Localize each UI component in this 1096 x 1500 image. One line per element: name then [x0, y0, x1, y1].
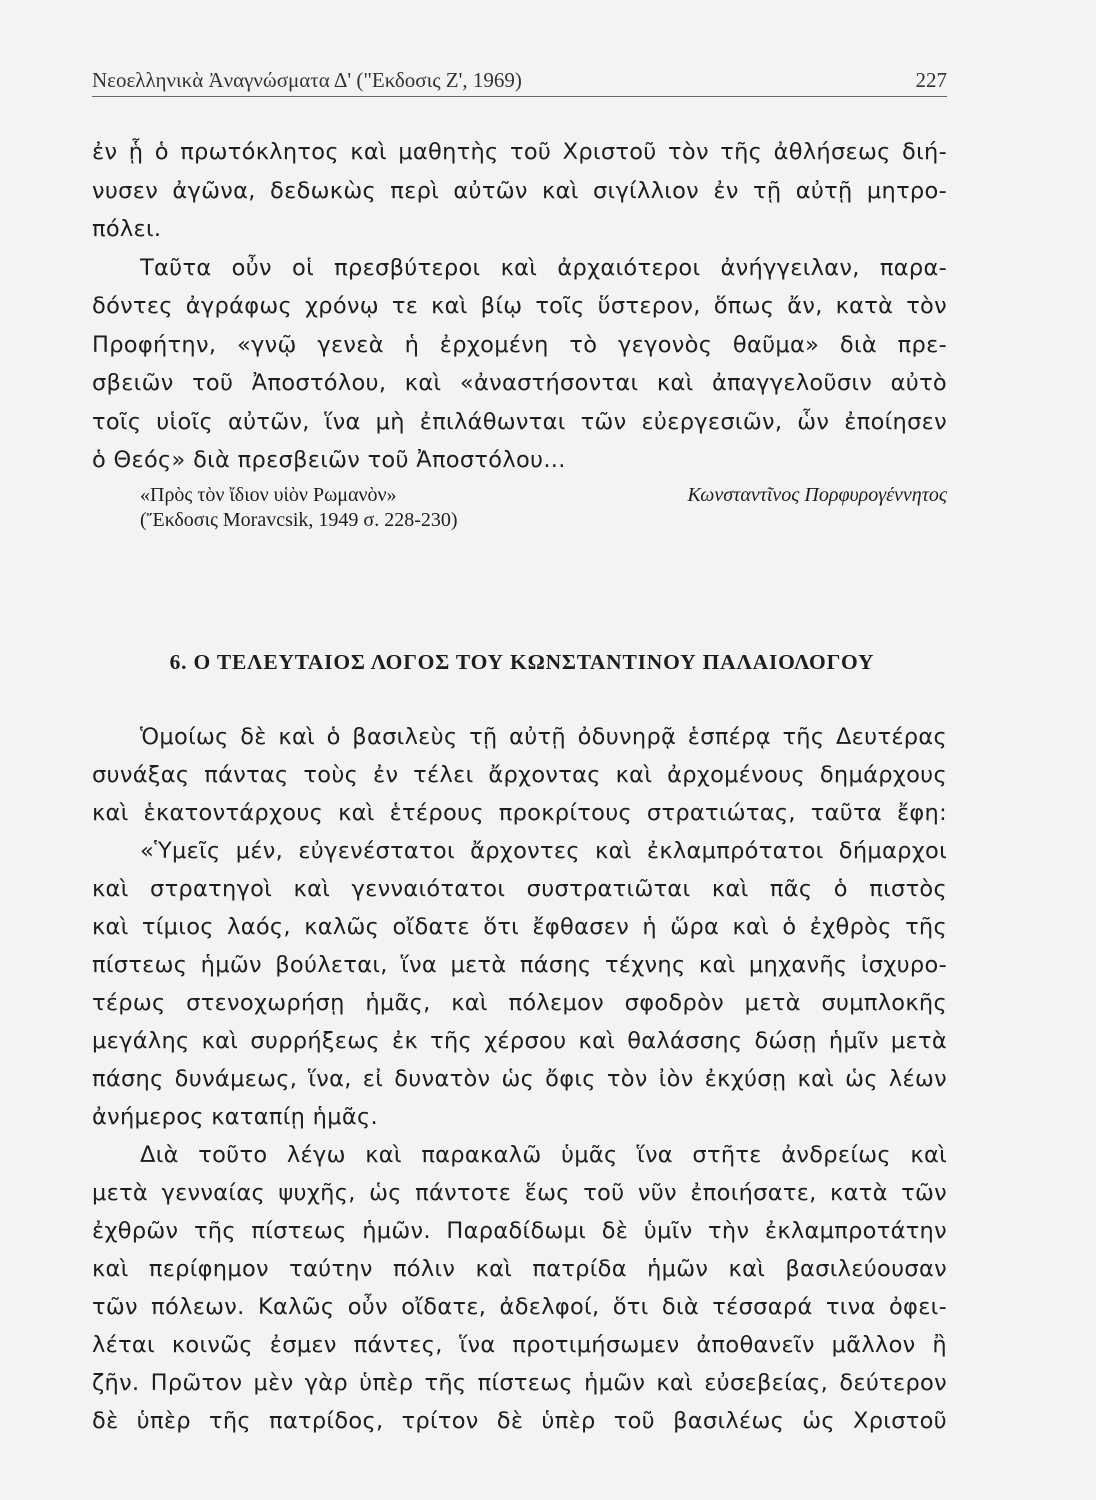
- citation-edition: (Ἔκδοσις Moravcsik, 1949 σ. 228-230): [140, 509, 458, 531]
- text-line: πίστεως ἡμῶν βούλεται, ἵνα μετὰ πάσης τέχνης καὶ μηχανῆς ἰσχυρο-: [92, 952, 947, 978]
- text-line: δὲ ὑπὲρ τῆς πατρίδος, τρίτον δὲ ὑπὲρ τοῦ βασιλέως ὡς Χριστοῦ: [92, 1408, 947, 1434]
- text-line: «Ὑμεῖς μέν, εὐγενέστατοι ἄρχοντες καὶ ἐκλαμπρότατοι δήμαρχοι: [140, 838, 947, 864]
- text-line: ζῆν. Πρῶτον μὲν γὰρ ὑπὲρ τῆς πίστεως ἡμῶν καὶ εὐσεβείας, δεύτερον: [92, 1370, 947, 1396]
- book-title: Νεοελληνικὰ Ἀναγνώσματα Δ' ("Εκδοσις Ζ', 1969): [92, 68, 522, 92]
- text-line: Ταῦτα οὖν οἱ πρεσβύτεροι καὶ ἀρχαιότεροι ἀνήγγειλαν, παρα-: [140, 255, 947, 281]
- text-line: καὶ ἑκατοντάρχους καὶ ἑτέρους προκρίτους στρατιώτας, ταῦτα ἔφη:: [92, 800, 947, 826]
- text-line: συνάξας πάντας τοὺς ἐν τέλει ἄρχοντας καὶ ἀρχομένους δημάρχους: [92, 762, 947, 788]
- text-line: πόλει.: [92, 216, 162, 242]
- text-line: τοῖς υἱοῖς αὐτῶν, ἵνα μὴ ἐπιλάθωνται τῶν εὐεργεσιῶν, ὧν ἐποίησεν: [92, 409, 947, 435]
- text-line: καὶ στρατηγοὶ καὶ γενναιότατοι συστρατιῶται καὶ πᾶς ὁ πιστὸς: [92, 876, 947, 902]
- text-line: πάσης δυνάμεως, ἵνα, εἰ δυνατὸν ὡς ὄφις τὸν ἰὸν ἐκχύσῃ καὶ ὡς λέων: [92, 1066, 947, 1092]
- text-line: ἐν ᾗ ὁ πρωτόκλητος καὶ μαθητὴς τοῦ Χριστοῦ τὸν τῆς ἀθλήσεως διή-: [92, 139, 947, 165]
- citation-author: Κωνσταντῖνος Πορφυρογέννητος: [687, 484, 947, 506]
- text-line: τῶν πόλεων. Καλῶς οὖν οἴδατε, ἀδελφοί, ὅτι διὰ τέσσαρά τινα ὀφει-: [92, 1294, 947, 1320]
- page-number: 227: [915, 68, 947, 92]
- text-line: καὶ περίφημον ταύτην πόλιν καὶ πατρίδα ἡμῶν καὶ βασιλεύουσαν: [92, 1256, 947, 1282]
- text-line: Ὁμοίως δὲ καὶ ὁ βασιλεὺς τῇ αὐτῇ ὀδυνηρᾷ ἑσπέρᾳ τῆς Δευτέρας: [140, 724, 947, 750]
- text-line: δόντες ἀγράφως χρόνῳ τε καὶ βίῳ τοῖς ὕστερον, ὅπως ἄν, κατὰ τὸν: [92, 293, 947, 319]
- text-line: μετὰ γενναίας ψυχῆς, ὡς πάντοτε ἕως τοῦ νῦν ἐποιήσατε, κατὰ τῶν: [92, 1180, 947, 1206]
- section-heading: 6. Ο ΤΕΛΕΥΤΑΙΟΣ ΛΟΓΟΣ ΤΟΥ ΚΩΝΣΤΑΝΤΙΝΟΥ ΠΑΛΑΙΟΛΟΓΟΥ: [169, 650, 875, 674]
- text-line: ἀνήμερος καταπίῃ ἡμᾶς.: [92, 1104, 378, 1130]
- text-line: μεγάλης καὶ συρρήξεως ἐκ τῆς χέρσου καὶ θαλάσσης δώσῃ ἡμῖν μετὰ: [92, 1028, 947, 1054]
- text-line: ἐχθρῶν τῆς πίστεως ἡμῶν. Παραδίδωμι δὲ ὑμῖν τὴν ἐκλαμπροτάτην: [92, 1218, 947, 1244]
- citation-work: «Πρὸς τὸν ἴδιον υἱὸν Ρωμανὸν»: [140, 484, 397, 506]
- running-head: [92, 68, 947, 97]
- text-line: ὁ Θεός» διὰ πρεσβειῶν τοῦ Ἀποστόλου...: [92, 447, 566, 473]
- text-line: καὶ τίμιος λαός, καλῶς οἴδατε ὅτι ἔφθασεν ἡ ὥρα καὶ ὁ ἐχθρὸς τῆς: [92, 914, 947, 940]
- text-line: Προφήτην, «γνῷ γενεὰ ἡ ἐρχομένη τὸ γεγονὸς θαῦμα» διὰ πρε-: [92, 332, 947, 358]
- text-line: Διὰ τοῦτο λέγω καὶ παρακαλῶ ὑμᾶς ἵνα στῆτε ἀνδρείως καὶ: [140, 1142, 947, 1168]
- text-line: λέται κοινῶς ἐσμεν πάντες, ἵνα προτιμήσωμεν ἀποθανεῖν μᾶλλον ἢ: [92, 1332, 947, 1358]
- text-line: σβειῶν τοῦ Ἀποστόλου, καὶ «ἀναστήσονται καὶ ἀπαγγελοῦσιν αὐτὸ: [92, 370, 947, 396]
- text-line: νυσεν ἀγῶνα, δεδωκὼς περὶ αὐτῶν καὶ σιγίλλιον ἐν τῇ αὐτῇ μητρο-: [92, 178, 947, 204]
- text-line: τέρως στενοχωρήσῃ ἡμᾶς, καὶ πόλεμον σφοδρὸν μετὰ συμπλοκῆς: [92, 990, 947, 1016]
